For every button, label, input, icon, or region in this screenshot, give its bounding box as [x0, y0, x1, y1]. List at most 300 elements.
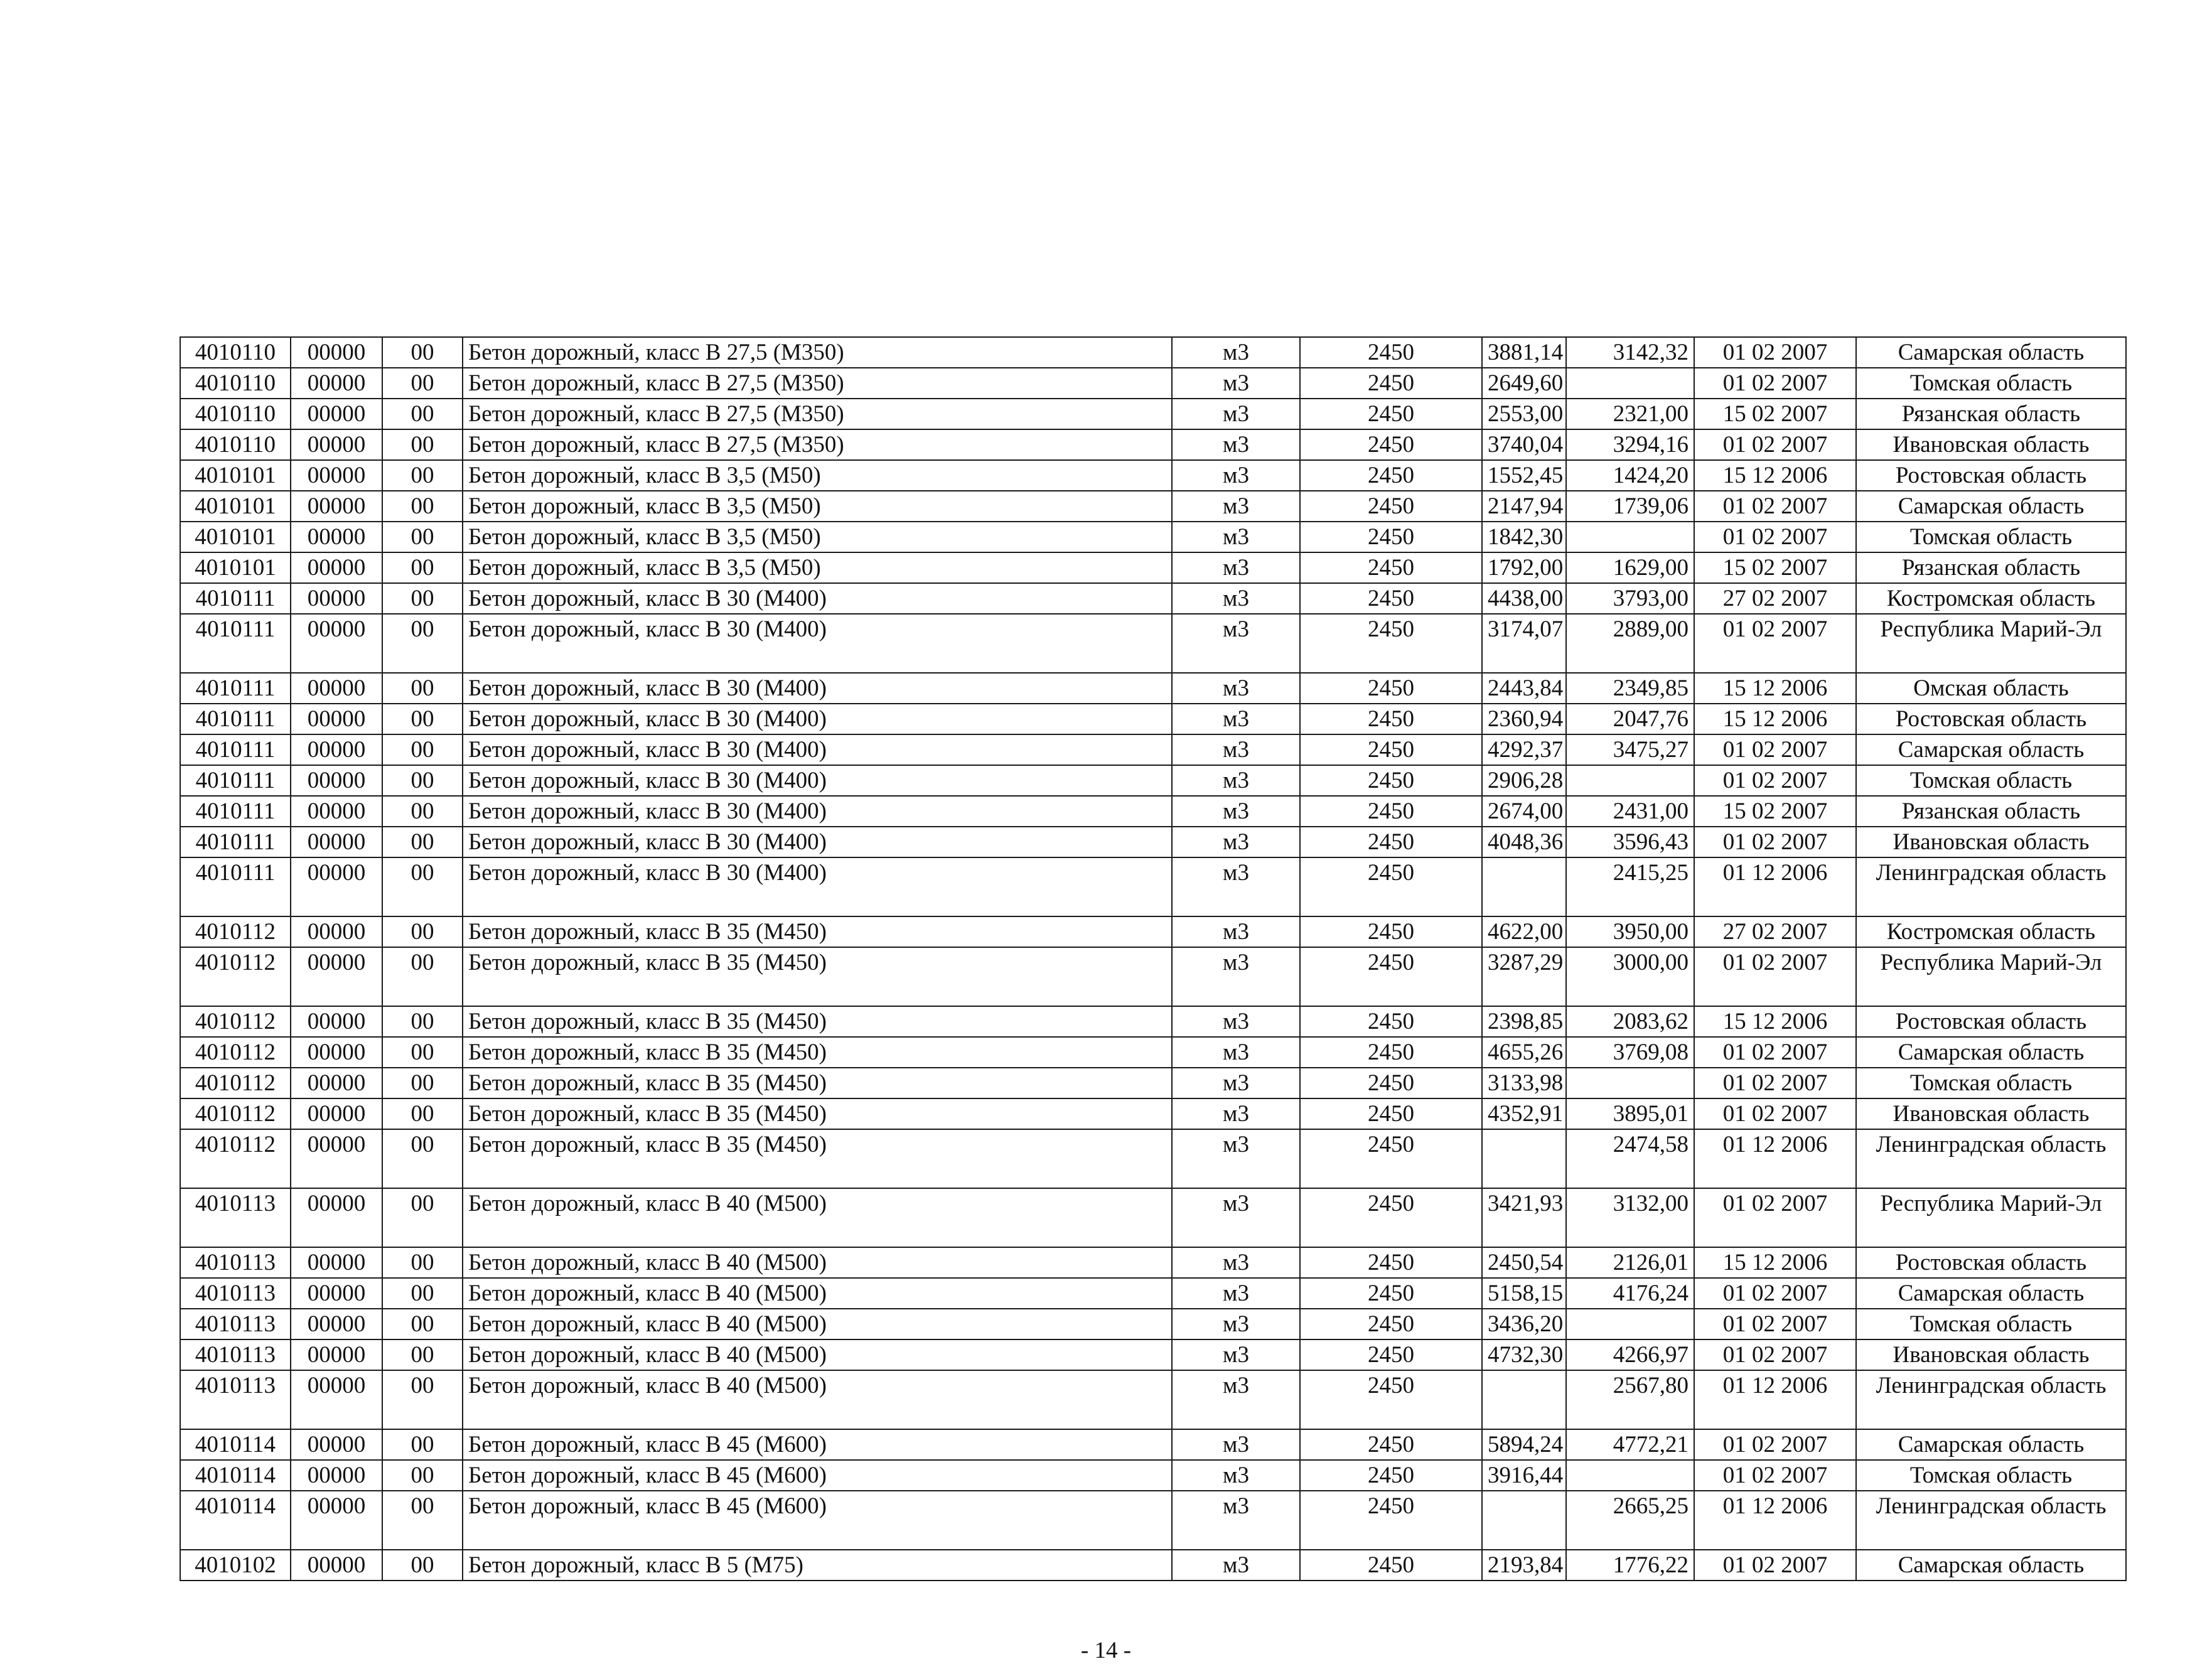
cell-region: Ростовская область — [1856, 1247, 2126, 1278]
table-row — [180, 491, 2126, 522]
cell-code: 4010111 — [180, 796, 291, 827]
cell-name: Бетон дорожный, класс В 3,5 (М50) — [463, 552, 1172, 583]
cell-density: 2450 — [1300, 583, 1482, 614]
cell-date: 15 12 2006 — [1694, 673, 1856, 704]
cell-name: Бетон дорожный, класс В 40 (М500) — [463, 1309, 1172, 1339]
cell-version: 00 — [382, 1247, 463, 1278]
cell-price-2: 2665,25 — [1566, 1491, 1694, 1550]
cell-unit: м3 — [1172, 1339, 1300, 1370]
cell-unit: м3 — [1172, 1550, 1300, 1581]
cell-unit: м3 — [1172, 916, 1300, 947]
cell-price-2: 2321,00 — [1566, 399, 1694, 429]
table-row — [180, 399, 2126, 429]
cell-price-2: 3895,01 — [1566, 1098, 1694, 1129]
table-row — [180, 827, 2126, 857]
cell-subcode: 00000 — [291, 765, 382, 796]
cell-date: 01 02 2007 — [1694, 734, 1856, 765]
table-row — [180, 1309, 2126, 1339]
cell-density: 2450 — [1300, 765, 1482, 796]
cell-name: Бетон дорожный, класс В 35 (М450) — [463, 1068, 1172, 1098]
cell-region: Рязанская область — [1856, 796, 2126, 827]
cell-density: 2450 — [1300, 1068, 1482, 1098]
cell-region: Самарская область — [1856, 1550, 2126, 1581]
cell-density: 2450 — [1300, 522, 1482, 552]
cell-date: 15 12 2006 — [1694, 704, 1856, 734]
cell-version: 00 — [382, 827, 463, 857]
cell-subcode: 00000 — [291, 1037, 382, 1068]
cell-unit: м3 — [1172, 1309, 1300, 1339]
cell-subcode: 00000 — [291, 491, 382, 522]
cell-density: 2450 — [1300, 1247, 1482, 1278]
cell-code: 4010112 — [180, 1098, 291, 1129]
cell-price-1: 5894,24 — [1482, 1429, 1566, 1460]
cell-name: Бетон дорожный, класс В 30 (М400) — [463, 704, 1172, 734]
cell-region: Самарская область — [1856, 1278, 2126, 1309]
cell-code: 4010112 — [180, 1037, 291, 1068]
cell-density: 2450 — [1300, 368, 1482, 399]
cell-region: Ростовская область — [1856, 460, 2126, 491]
cell-region: Ивановская область — [1856, 1098, 2126, 1129]
cell-region: Рязанская область — [1856, 399, 2126, 429]
cell-density: 2450 — [1300, 1129, 1482, 1188]
cell-date: 15 12 2006 — [1694, 1247, 1856, 1278]
cell-unit: м3 — [1172, 1098, 1300, 1129]
cell-unit: м3 — [1172, 1460, 1300, 1491]
cell-density: 2450 — [1300, 337, 1482, 368]
cell-subcode: 00000 — [291, 1006, 382, 1037]
cell-date: 01 02 2007 — [1694, 368, 1856, 399]
cell-date: 15 02 2007 — [1694, 796, 1856, 827]
cell-code: 4010110 — [180, 368, 291, 399]
cell-density: 2450 — [1300, 552, 1482, 583]
cell-subcode: 00000 — [291, 1068, 382, 1098]
cell-code: 4010113 — [180, 1309, 291, 1339]
cell-name: Бетон дорожный, класс В 35 (М450) — [463, 1129, 1172, 1188]
table-row — [180, 429, 2126, 460]
cell-price-1 — [1482, 1491, 1566, 1550]
table-row — [180, 1370, 2126, 1429]
cell-date: 01 02 2007 — [1694, 765, 1856, 796]
cell-code: 4010102 — [180, 1550, 291, 1581]
cell-price-1: 2443,84 — [1482, 673, 1566, 704]
cell-price-1: 2649,60 — [1482, 368, 1566, 399]
cell-date: 01 02 2007 — [1694, 947, 1856, 1006]
cell-unit: м3 — [1172, 399, 1300, 429]
cell-price-2: 2349,85 — [1566, 673, 1694, 704]
cell-price-1: 2360,94 — [1482, 704, 1566, 734]
cell-code: 4010111 — [180, 765, 291, 796]
cell-date: 01 02 2007 — [1694, 1098, 1856, 1129]
cell-subcode: 00000 — [291, 1188, 382, 1247]
cell-unit: м3 — [1172, 583, 1300, 614]
cell-name: Бетон дорожный, класс В 3,5 (М50) — [463, 460, 1172, 491]
cell-date: 01 02 2007 — [1694, 429, 1856, 460]
cell-subcode: 00000 — [291, 734, 382, 765]
cell-date: 15 12 2006 — [1694, 1006, 1856, 1037]
cell-version: 00 — [382, 1429, 463, 1460]
cell-density: 2450 — [1300, 857, 1482, 916]
cell-code: 4010114 — [180, 1491, 291, 1550]
table-row — [180, 1098, 2126, 1129]
cell-density: 2450 — [1300, 429, 1482, 460]
cell-date: 27 02 2007 — [1694, 916, 1856, 947]
cell-price-2: 3132,00 — [1566, 1188, 1694, 1247]
table-row — [180, 1129, 2126, 1188]
cell-price-2: 2415,25 — [1566, 857, 1694, 916]
cell-version: 00 — [382, 857, 463, 916]
cell-region: Самарская область — [1856, 734, 2126, 765]
cell-unit: м3 — [1172, 491, 1300, 522]
cell-price-1: 4438,00 — [1482, 583, 1566, 614]
cell-price-1: 2398,85 — [1482, 1006, 1566, 1037]
cell-code: 4010111 — [180, 673, 291, 704]
cell-date: 15 02 2007 — [1694, 399, 1856, 429]
cell-subcode: 00000 — [291, 1339, 382, 1370]
cell-price-2: 2126,01 — [1566, 1247, 1694, 1278]
cell-unit: м3 — [1172, 673, 1300, 704]
cell-name: Бетон дорожный, класс В 40 (М500) — [463, 1278, 1172, 1309]
cell-version: 00 — [382, 1550, 463, 1581]
cell-code: 4010110 — [180, 399, 291, 429]
cell-name: Бетон дорожный, класс В 27,5 (М350) — [463, 429, 1172, 460]
cell-version: 00 — [382, 765, 463, 796]
cell-region: Ивановская область — [1856, 429, 2126, 460]
cell-price-2 — [1566, 368, 1694, 399]
cell-name: Бетон дорожный, класс В 40 (М500) — [463, 1370, 1172, 1429]
cell-price-2: 1424,20 — [1566, 460, 1694, 491]
cell-price-1: 1552,45 — [1482, 460, 1566, 491]
cell-version: 00 — [382, 491, 463, 522]
cell-subcode: 00000 — [291, 614, 382, 673]
table-row — [180, 1278, 2126, 1309]
cell-subcode: 00000 — [291, 916, 382, 947]
cell-region: Томская область — [1856, 522, 2126, 552]
cell-price-2 — [1566, 1460, 1694, 1491]
cell-price-2 — [1566, 522, 1694, 552]
cell-date: 01 02 2007 — [1694, 1188, 1856, 1247]
cell-unit: м3 — [1172, 1068, 1300, 1098]
cell-price-2: 4772,21 — [1566, 1429, 1694, 1460]
cell-unit: м3 — [1172, 552, 1300, 583]
cell-density: 2450 — [1300, 1309, 1482, 1339]
cell-unit: м3 — [1172, 429, 1300, 460]
cell-version: 00 — [382, 460, 463, 491]
cell-name: Бетон дорожный, класс В 3,5 (М50) — [463, 491, 1172, 522]
cell-region: Самарская область — [1856, 1037, 2126, 1068]
cell-name: Бетон дорожный, класс В 35 (М450) — [463, 1006, 1172, 1037]
table-row — [180, 1247, 2126, 1278]
cell-price-1: 2450,54 — [1482, 1247, 1566, 1278]
cell-region: Омская область — [1856, 673, 2126, 704]
cell-subcode: 00000 — [291, 1491, 382, 1550]
cell-price-1: 3916,44 — [1482, 1460, 1566, 1491]
cell-name: Бетон дорожный, класс В 40 (М500) — [463, 1188, 1172, 1247]
cell-name: Бетон дорожный, класс В 45 (М600) — [463, 1460, 1172, 1491]
cell-region: Костромская область — [1856, 916, 2126, 947]
cell-name: Бетон дорожный, класс В 35 (М450) — [463, 1037, 1172, 1068]
cell-unit: м3 — [1172, 1491, 1300, 1550]
cell-subcode: 00000 — [291, 947, 382, 1006]
cell-density: 2450 — [1300, 1491, 1482, 1550]
cell-region: Ленинградская область — [1856, 1370, 2126, 1429]
cell-density: 2450 — [1300, 1550, 1482, 1581]
cell-unit: м3 — [1172, 337, 1300, 368]
cell-price-2: 3793,00 — [1566, 583, 1694, 614]
cell-unit: м3 — [1172, 704, 1300, 734]
cell-density: 2450 — [1300, 1339, 1482, 1370]
cell-version: 00 — [382, 673, 463, 704]
cell-region: Самарская область — [1856, 1429, 2126, 1460]
cell-density: 2450 — [1300, 1460, 1482, 1491]
cell-unit: м3 — [1172, 947, 1300, 1006]
table-row — [180, 704, 2126, 734]
table-row — [180, 1550, 2126, 1581]
cell-region: Ленинградская область — [1856, 1491, 2126, 1550]
cell-subcode: 00000 — [291, 1309, 382, 1339]
cell-price-2: 1739,06 — [1566, 491, 1694, 522]
cell-subcode: 00000 — [291, 552, 382, 583]
cell-date: 01 12 2006 — [1694, 857, 1856, 916]
cell-code: 4010114 — [180, 1460, 291, 1491]
cell-price-2: 3000,00 — [1566, 947, 1694, 1006]
cell-unit: м3 — [1172, 460, 1300, 491]
cell-version: 00 — [382, 614, 463, 673]
cell-unit: м3 — [1172, 734, 1300, 765]
table-row — [180, 337, 2126, 368]
cell-code: 4010111 — [180, 827, 291, 857]
cell-price-2 — [1566, 1309, 1694, 1339]
cell-date: 01 02 2007 — [1694, 1309, 1856, 1339]
cell-subcode: 00000 — [291, 1278, 382, 1309]
cell-price-1: 2147,94 — [1482, 491, 1566, 522]
table-row — [180, 1460, 2126, 1491]
cell-name: Бетон дорожный, класс В 27,5 (М350) — [463, 368, 1172, 399]
cell-price-1 — [1482, 1370, 1566, 1429]
cell-version: 00 — [382, 947, 463, 1006]
cell-version: 00 — [382, 1339, 463, 1370]
cell-code: 4010101 — [180, 491, 291, 522]
cell-code: 4010113 — [180, 1278, 291, 1309]
cell-name: Бетон дорожный, класс В 5 (М75) — [463, 1550, 1172, 1581]
cell-code: 4010101 — [180, 460, 291, 491]
cell-name: Бетон дорожный, класс В 30 (М400) — [463, 765, 1172, 796]
cell-price-2: 3294,16 — [1566, 429, 1694, 460]
cell-date: 01 02 2007 — [1694, 614, 1856, 673]
cell-price-2: 2047,76 — [1566, 704, 1694, 734]
cell-code: 4010111 — [180, 583, 291, 614]
cell-subcode: 00000 — [291, 1129, 382, 1188]
cell-name: Бетон дорожный, класс В 35 (М450) — [463, 947, 1172, 1006]
cell-subcode: 00000 — [291, 583, 382, 614]
cell-density: 2450 — [1300, 916, 1482, 947]
cell-name: Бетон дорожный, класс В 30 (М400) — [463, 614, 1172, 673]
cell-name: Бетон дорожный, класс В 35 (М450) — [463, 1098, 1172, 1129]
cell-unit: м3 — [1172, 857, 1300, 916]
cell-subcode: 00000 — [291, 368, 382, 399]
cell-unit: м3 — [1172, 1370, 1300, 1429]
cell-subcode: 00000 — [291, 673, 382, 704]
table-row — [180, 583, 2126, 614]
cell-region: Ивановская область — [1856, 1339, 2126, 1370]
cell-date: 01 02 2007 — [1694, 337, 1856, 368]
cell-version: 00 — [382, 734, 463, 765]
cell-subcode: 00000 — [291, 1370, 382, 1429]
table-row — [180, 522, 2126, 552]
table-row — [180, 614, 2126, 673]
cell-subcode: 00000 — [291, 704, 382, 734]
cell-density: 2450 — [1300, 1188, 1482, 1247]
table-row — [180, 1068, 2126, 1098]
cell-price-1: 2674,00 — [1482, 796, 1566, 827]
cell-version: 00 — [382, 337, 463, 368]
cell-version: 00 — [382, 1129, 463, 1188]
cell-code: 4010112 — [180, 1006, 291, 1037]
cell-region: Самарская область — [1856, 491, 2126, 522]
cell-unit: м3 — [1172, 1188, 1300, 1247]
cell-version: 00 — [382, 1309, 463, 1339]
cell-density: 2450 — [1300, 673, 1482, 704]
cell-price-1: 3740,04 — [1482, 429, 1566, 460]
cell-subcode: 00000 — [291, 1098, 382, 1129]
cell-price-1: 3881,14 — [1482, 337, 1566, 368]
cell-subcode: 00000 — [291, 399, 382, 429]
table-row — [180, 947, 2126, 1006]
cell-region: Республика Марий-Эл — [1856, 614, 2126, 673]
cell-price-2: 3596,43 — [1566, 827, 1694, 857]
cell-density: 2450 — [1300, 614, 1482, 673]
cell-price-2: 3769,08 — [1566, 1037, 1694, 1068]
cell-price-1: 3174,07 — [1482, 614, 1566, 673]
cell-date: 01 02 2007 — [1694, 827, 1856, 857]
table-row — [180, 734, 2126, 765]
cell-subcode: 00000 — [291, 460, 382, 491]
cell-date: 01 02 2007 — [1694, 491, 1856, 522]
cell-price-1: 4048,36 — [1482, 827, 1566, 857]
cell-date: 01 12 2006 — [1694, 1491, 1856, 1550]
page-number: - 14 - — [1080, 1638, 1132, 1663]
cell-version: 00 — [382, 796, 463, 827]
cell-price-2: 1629,00 — [1566, 552, 1694, 583]
cell-name: Бетон дорожный, класс В 27,5 (М350) — [463, 337, 1172, 368]
cell-version: 00 — [382, 1278, 463, 1309]
cell-unit: м3 — [1172, 1037, 1300, 1068]
cell-version: 00 — [382, 522, 463, 552]
table-row — [180, 368, 2126, 399]
cell-version: 00 — [382, 1460, 463, 1491]
cell-subcode: 00000 — [291, 796, 382, 827]
cell-price-2: 2889,00 — [1566, 614, 1694, 673]
cell-price-1: 4655,26 — [1482, 1037, 1566, 1068]
cell-code: 4010113 — [180, 1339, 291, 1370]
table-row — [180, 1037, 2126, 1068]
cell-version: 00 — [382, 1068, 463, 1098]
cell-price-1: 1792,00 — [1482, 552, 1566, 583]
cell-code: 4010113 — [180, 1247, 291, 1278]
cell-version: 00 — [382, 916, 463, 947]
cell-price-2: 2431,00 — [1566, 796, 1694, 827]
cell-date: 01 02 2007 — [1694, 1068, 1856, 1098]
cell-price-2 — [1566, 1068, 1694, 1098]
cell-code: 4010111 — [180, 614, 291, 673]
table-row — [180, 460, 2126, 491]
cell-price-1: 1842,30 — [1482, 522, 1566, 552]
cell-date: 01 12 2006 — [1694, 1129, 1856, 1188]
table-row — [180, 796, 2126, 827]
cell-date: 01 02 2007 — [1694, 1460, 1856, 1491]
cell-region: Томская область — [1856, 1460, 2126, 1491]
cell-density: 2450 — [1300, 947, 1482, 1006]
cell-version: 00 — [382, 1370, 463, 1429]
cell-price-2: 3950,00 — [1566, 916, 1694, 947]
cell-unit: м3 — [1172, 796, 1300, 827]
cell-density: 2450 — [1300, 1278, 1482, 1309]
cell-region: Самарская область — [1856, 337, 2126, 368]
table-row — [180, 1491, 2126, 1550]
cell-unit: м3 — [1172, 1278, 1300, 1309]
cell-region: Ивановская область — [1856, 827, 2126, 857]
cell-density: 2450 — [1300, 399, 1482, 429]
cell-version: 00 — [382, 1006, 463, 1037]
cell-unit: м3 — [1172, 1247, 1300, 1278]
cell-density: 2450 — [1300, 827, 1482, 857]
cell-density: 2450 — [1300, 1370, 1482, 1429]
cell-price-2 — [1566, 765, 1694, 796]
cell-unit: м3 — [1172, 368, 1300, 399]
table-row — [180, 1006, 2126, 1037]
cell-price-2: 1776,22 — [1566, 1550, 1694, 1581]
cell-name: Бетон дорожный, класс В 30 (М400) — [463, 673, 1172, 704]
cell-region: Ростовская область — [1856, 704, 2126, 734]
cell-subcode: 00000 — [291, 1460, 382, 1491]
cell-code: 4010112 — [180, 916, 291, 947]
cell-price-1: 2193,84 — [1482, 1550, 1566, 1581]
cell-code: 4010101 — [180, 552, 291, 583]
cell-unit: м3 — [1172, 765, 1300, 796]
cell-price-1: 4622,00 — [1482, 916, 1566, 947]
cell-price-1 — [1482, 1129, 1566, 1188]
cell-price-2: 2083,62 — [1566, 1006, 1694, 1037]
cell-region: Костромская область — [1856, 583, 2126, 614]
cell-code: 4010112 — [180, 947, 291, 1006]
cell-density: 2450 — [1300, 1037, 1482, 1068]
cell-density: 2450 — [1300, 796, 1482, 827]
cell-version: 00 — [382, 704, 463, 734]
cell-code: 4010113 — [180, 1370, 291, 1429]
table-row — [180, 765, 2126, 796]
cell-density: 2450 — [1300, 1098, 1482, 1129]
cell-code: 4010111 — [180, 704, 291, 734]
cell-subcode: 00000 — [291, 1550, 382, 1581]
cell-density: 2450 — [1300, 734, 1482, 765]
cell-date: 01 02 2007 — [1694, 522, 1856, 552]
cell-date: 27 02 2007 — [1694, 583, 1856, 614]
cell-name: Бетон дорожный, класс В 30 (М400) — [463, 583, 1172, 614]
cell-date: 01 02 2007 — [1694, 1278, 1856, 1309]
cell-date: 01 02 2007 — [1694, 1429, 1856, 1460]
cell-code: 4010114 — [180, 1429, 291, 1460]
cell-version: 00 — [382, 429, 463, 460]
cell-name: Бетон дорожный, класс В 30 (М400) — [463, 827, 1172, 857]
table-row — [180, 857, 2126, 916]
table-row — [180, 1429, 2126, 1460]
cell-name: Бетон дорожный, класс В 30 (М400) — [463, 734, 1172, 765]
cell-subcode: 00000 — [291, 429, 382, 460]
cell-version: 00 — [382, 1491, 463, 1550]
cell-price-1: 3421,93 — [1482, 1188, 1566, 1247]
cell-price-2: 4266,97 — [1566, 1339, 1694, 1370]
cell-density: 2450 — [1300, 491, 1482, 522]
cell-code: 4010110 — [180, 429, 291, 460]
